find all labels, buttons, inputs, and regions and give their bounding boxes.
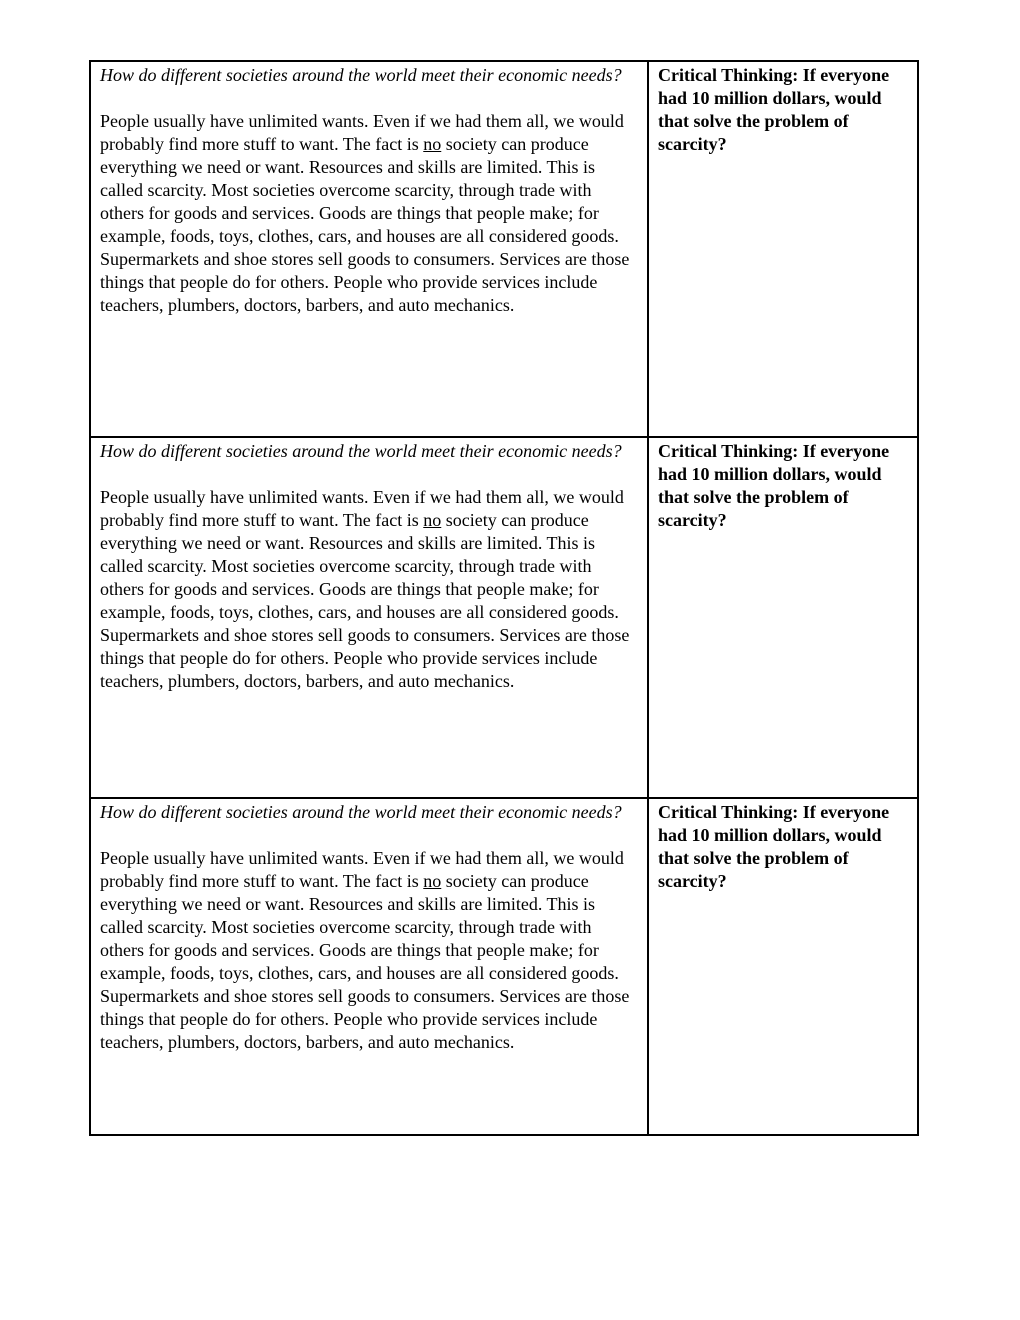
passage-text xyxy=(100,847,639,1054)
question-text: How do different societies around the world meet their economic needs? xyxy=(100,441,622,461)
critical-thinking-prompt: Critical Thinking: If everyone had 10 million dollars, would that solve the problem of scarcity? xyxy=(658,65,890,154)
table-row xyxy=(90,798,918,1135)
passage-before: People usually have unlimited wants. Even if we had them all, we would probably find more stuff to want. The fact is xyxy=(100,111,624,154)
critical-thinking-cell xyxy=(648,61,918,437)
passage-emphasis: no xyxy=(423,871,442,891)
table-row xyxy=(90,61,918,437)
passage-emphasis: no xyxy=(423,510,442,530)
passage-text xyxy=(100,486,639,693)
reading-cell xyxy=(90,798,648,1135)
critical-thinking-prompt: Critical Thinking: If everyone had 10 million dollars, would that solve the problem of scarcity? xyxy=(658,802,890,891)
question-text: How do different societies around the world meet their economic needs? xyxy=(100,65,622,85)
passage-after: society can produce everything we need or want. Resources and skills are limited. This is called scarcity. Most societies overcome scarcity, through trade with others for goods and services. Goods are things that people make; for example, foods, toys, clothes, cars, and houses are all considered goods. Supermarkets and shoe stores sell goods to consumers. Services are those things that people do for others. People who provide services include teachers, plumbers, doctors, barbers, and auto mechanics. xyxy=(100,134,630,315)
passage-before: People usually have unlimited wants. Even if we had them all, we would probably find more stuff to want. The fact is xyxy=(100,487,624,530)
passage-after: society can produce everything we need or want. Resources and skills are limited. This is called scarcity. Most societies overcome scarcity, through trade with others for goods and services. Goods are things that people make; for example, foods, toys, clothes, cars, and houses are all considered goods. Supermarkets and shoe stores sell goods to consumers. Services are those things that people do for others. People who provide services include teachers, plumbers, doctors, barbers, and auto mechanics. xyxy=(100,510,630,691)
passage-after: society can produce everything we need or want. Resources and skills are limited. This is called scarcity. Most societies overcome scarcity, through trade with others for goods and services. Goods are things that people make; for example, foods, toys, clothes, cars, and houses are all considered goods. Supermarkets and shoe stores sell goods to consumers. Services are those things that people do for others. People who provide services include teachers, plumbers, doctors, barbers, and auto mechanics. xyxy=(100,871,630,1052)
reading-cell xyxy=(90,437,648,798)
reading-cell xyxy=(90,61,648,437)
critical-thinking-cell xyxy=(648,798,918,1135)
question-text: How do different societies around the world meet their economic needs? xyxy=(100,802,622,822)
passage-text xyxy=(100,110,639,317)
passage-before: People usually have unlimited wants. Even if we had them all, we would probably find more stuff to want. The fact is xyxy=(100,848,624,891)
critical-thinking-prompt: Critical Thinking: If everyone had 10 million dollars, would that solve the problem of scarcity? xyxy=(658,441,890,530)
passage-emphasis: no xyxy=(423,134,442,154)
worksheet-table xyxy=(89,60,919,1136)
table-row xyxy=(90,437,918,798)
critical-thinking-cell xyxy=(648,437,918,798)
